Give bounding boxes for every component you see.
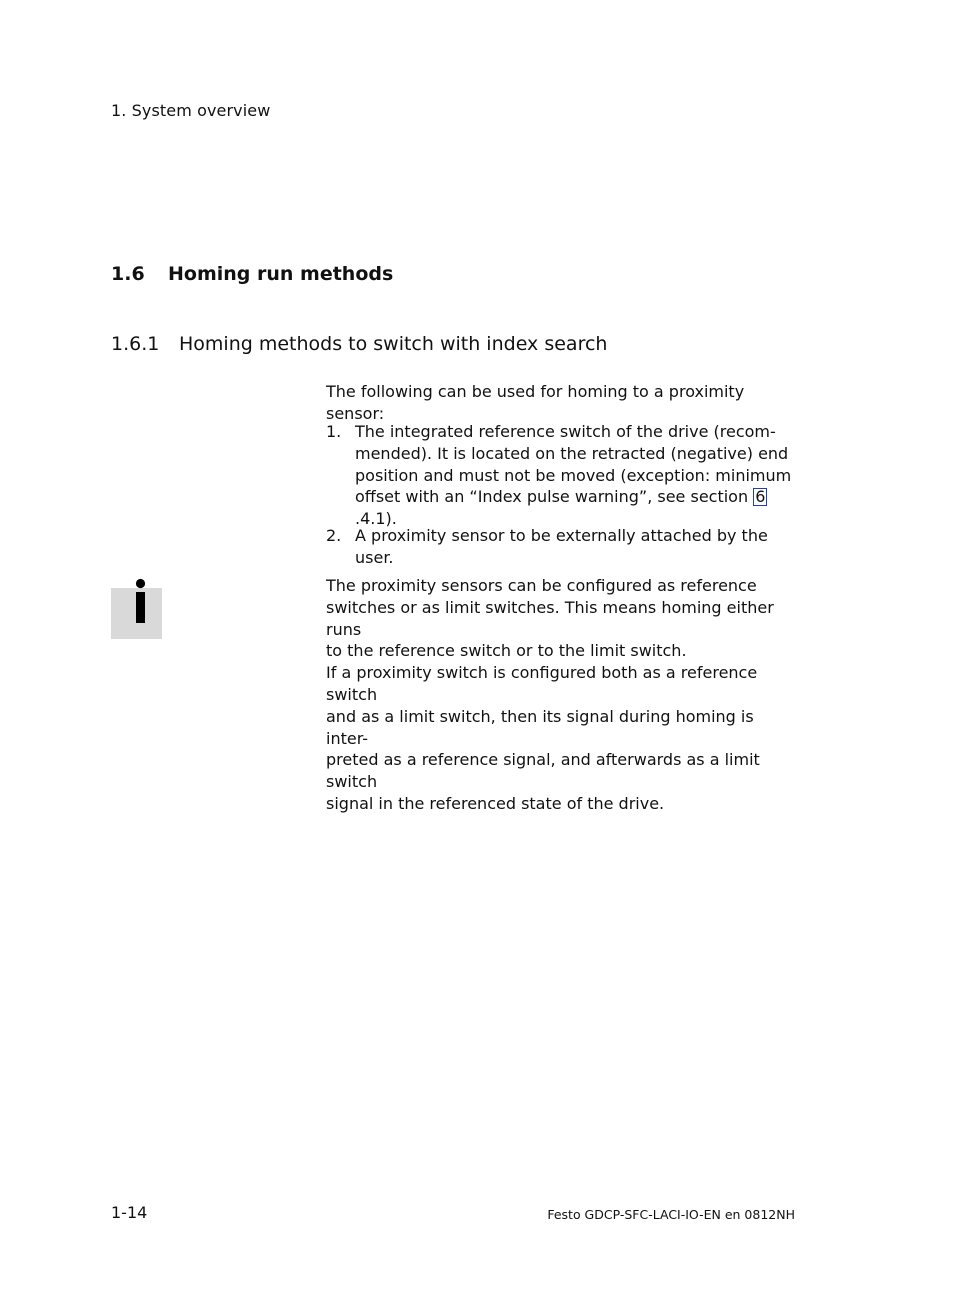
- list-line-text: .4.1).: [355, 509, 397, 529]
- note-line: to the reference switch or to the limit switch.: [326, 641, 687, 661]
- note-line: The proximity sensors can be configured as reference: [326, 576, 757, 595]
- list-line-text: offset with an “Index pulse warning”, see section: [355, 487, 754, 507]
- list-line: position and must not be moved (exception: minimum: [355, 465, 792, 485]
- list-item-content: A proximity sensor to be externally attached by the user.: [355, 526, 768, 567]
- list-item-content: [355, 421, 796, 530]
- note-line: switches or as limit switches. This means homing either runs: [326, 597, 774, 639]
- note-paragraph: [326, 575, 796, 815]
- section-number: 1.6: [111, 263, 145, 285]
- section-reference-link[interactable]: 6: [755, 487, 766, 507]
- list-line: [355, 486, 796, 530]
- list-item: [326, 421, 796, 530]
- list-item: [326, 525, 796, 569]
- section-title: [111, 263, 393, 285]
- section-title-text: Homing run methods: [168, 263, 394, 285]
- note-line: If a proximity switch is configured both as a reference switch: [326, 663, 758, 704]
- list-marker: 1.: [326, 422, 342, 441]
- subsection-number: 1.6.1: [111, 333, 160, 355]
- list-line: mended). It is located on the retracted (negative) end: [355, 443, 789, 463]
- note-line: signal in the referenced state of the drive.: [326, 793, 665, 813]
- note-line: and as a limit switch, then its signal during homing is inter-: [326, 706, 754, 748]
- subsection-title: [111, 333, 607, 355]
- note-line: preted as a reference signal, and afterwards as a limit switch: [326, 750, 760, 792]
- subsection-title-text: Homing methods to switch with index search: [179, 333, 608, 355]
- intro-paragraph: The following can be used for homing to a proximity sensor:: [326, 382, 745, 423]
- running-header: 1. System overview: [111, 101, 271, 120]
- list-marker: 2.: [326, 526, 342, 545]
- page-number: 1-14: [111, 1203, 148, 1222]
- list-line: The integrated reference switch of the drive (recom-: [355, 422, 776, 441]
- document-id: Festo GDCP-SFC-LACI-IO-EN en 0812NH: [547, 1207, 795, 1222]
- info-i-icon: [111, 577, 162, 639]
